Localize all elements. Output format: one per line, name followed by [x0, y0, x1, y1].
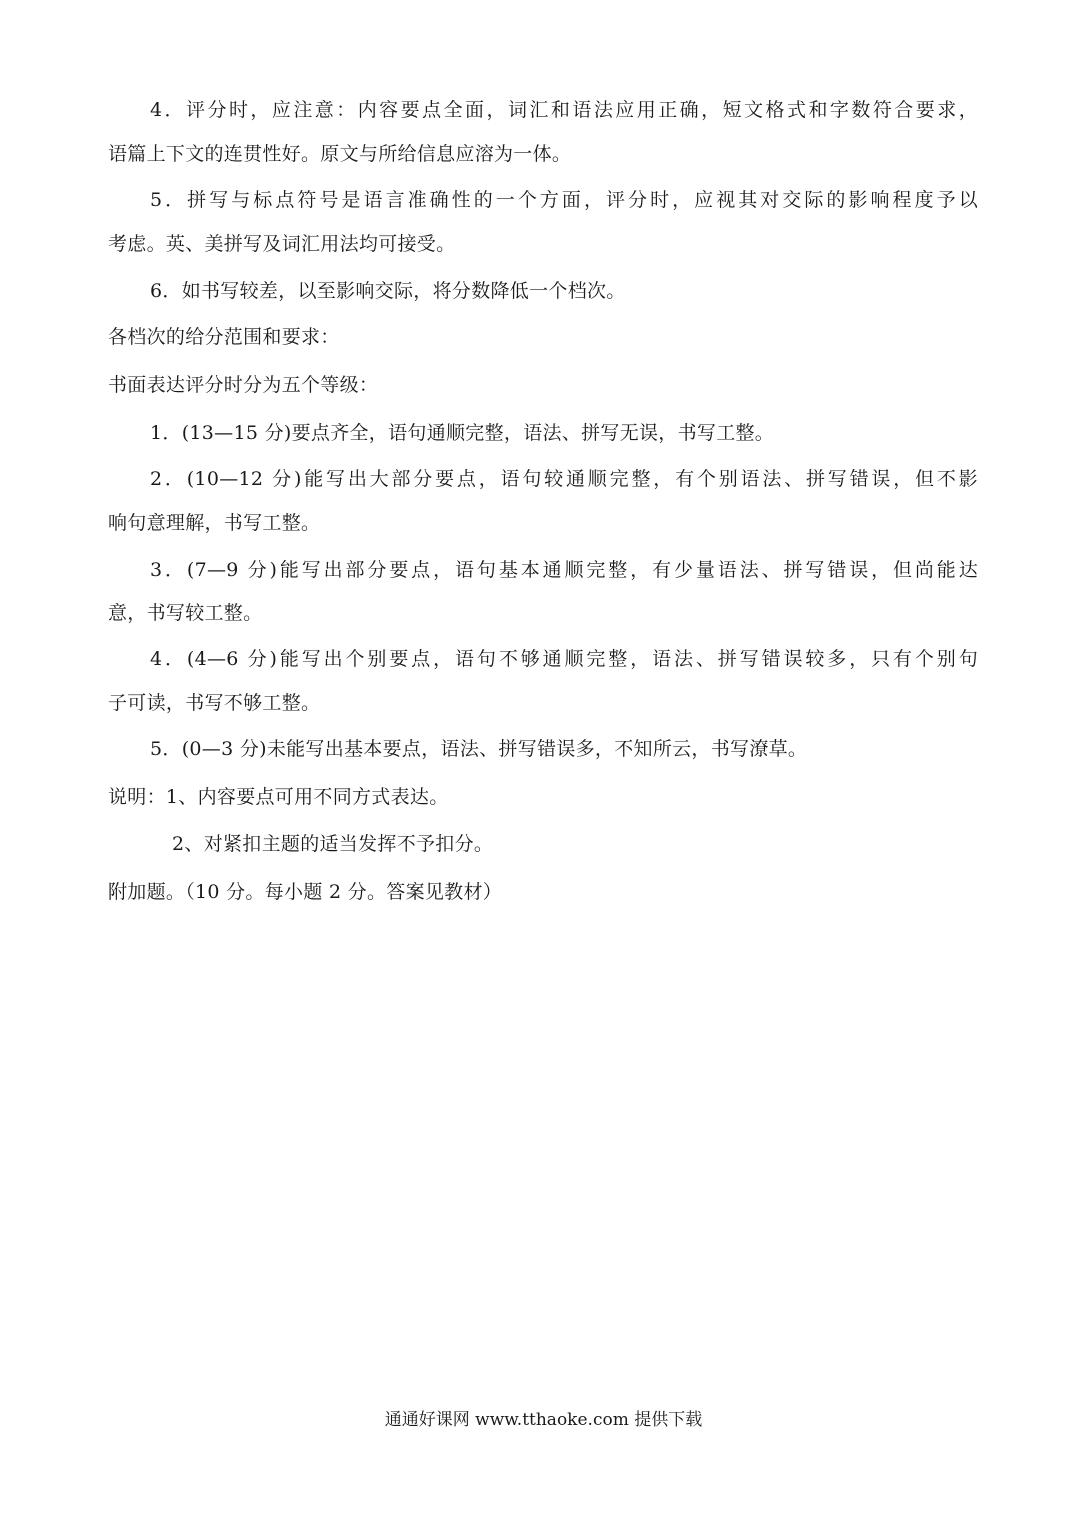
level-2-line-1: 2．(10—12 分)能写出大部分要点，语句较通顺完整，有个别语法、拼写错误，但不影: [150, 468, 978, 490]
level-3-line-2: 意，书写较工整。: [108, 602, 263, 624]
level-3-line-1: 3．(7—9 分)能写出部分要点，语句基本通顺完整，有少量语法、拼写错误，但尚能达: [150, 559, 978, 581]
note-item-4-line-1: 4．评分时，应注意：内容要点全面，词汇和语法应用正确，短文格式和字数符合要求，: [150, 99, 978, 121]
note-item-6: 6．如书写较差，以至影响交际，将分数降低一个档次。: [150, 280, 626, 302]
bonus-question-note: 附加题。（10 分。每小题 2 分。答案见教材）: [108, 881, 503, 903]
explanation-line-1: 说明：1、内容要点可用不同方式表达。: [108, 786, 449, 808]
level-2-line-2: 响句意理解，书写工整。: [108, 512, 321, 534]
footer-source: 通通好课网 www.tthaoke.com 提供下载: [384, 1410, 703, 1430]
ranges-heading: 各档次的给分范围和要求：: [108, 326, 340, 348]
levels-heading: 书面表达评分时分为五个等级：: [108, 374, 379, 396]
level-4-line-2: 子可读，书写不够工整。: [108, 692, 321, 714]
note-item-5-line-1: 5．拼写与标点符号是语言准确性的一个方面，评分时，应视其对交际的影响程度予以: [150, 189, 978, 211]
level-4-line-1: 4．(4—6 分)能写出个别要点，语句不够通顺完整，语法、拼写错误较多，只有个别句: [150, 648, 978, 670]
level-1: 1．(13—15 分)要点齐全，语句通顺完整，语法、拼写无误，书写工整。: [150, 422, 775, 444]
note-item-5-line-2: 考虑。英、美拼写及词汇用法均可接受。: [108, 233, 456, 255]
level-5: 5．(0—3 分)未能写出基本要点，语法、拼写错误多，不知所云，书写潦草。: [150, 738, 808, 760]
note-item-4-line-2: 语篇上下文的连贯性好。原文与所给信息应溶为一体。: [108, 143, 572, 165]
explanation-line-2: 2、对紧扣主题的适当发挥不予扣分。: [172, 833, 494, 855]
